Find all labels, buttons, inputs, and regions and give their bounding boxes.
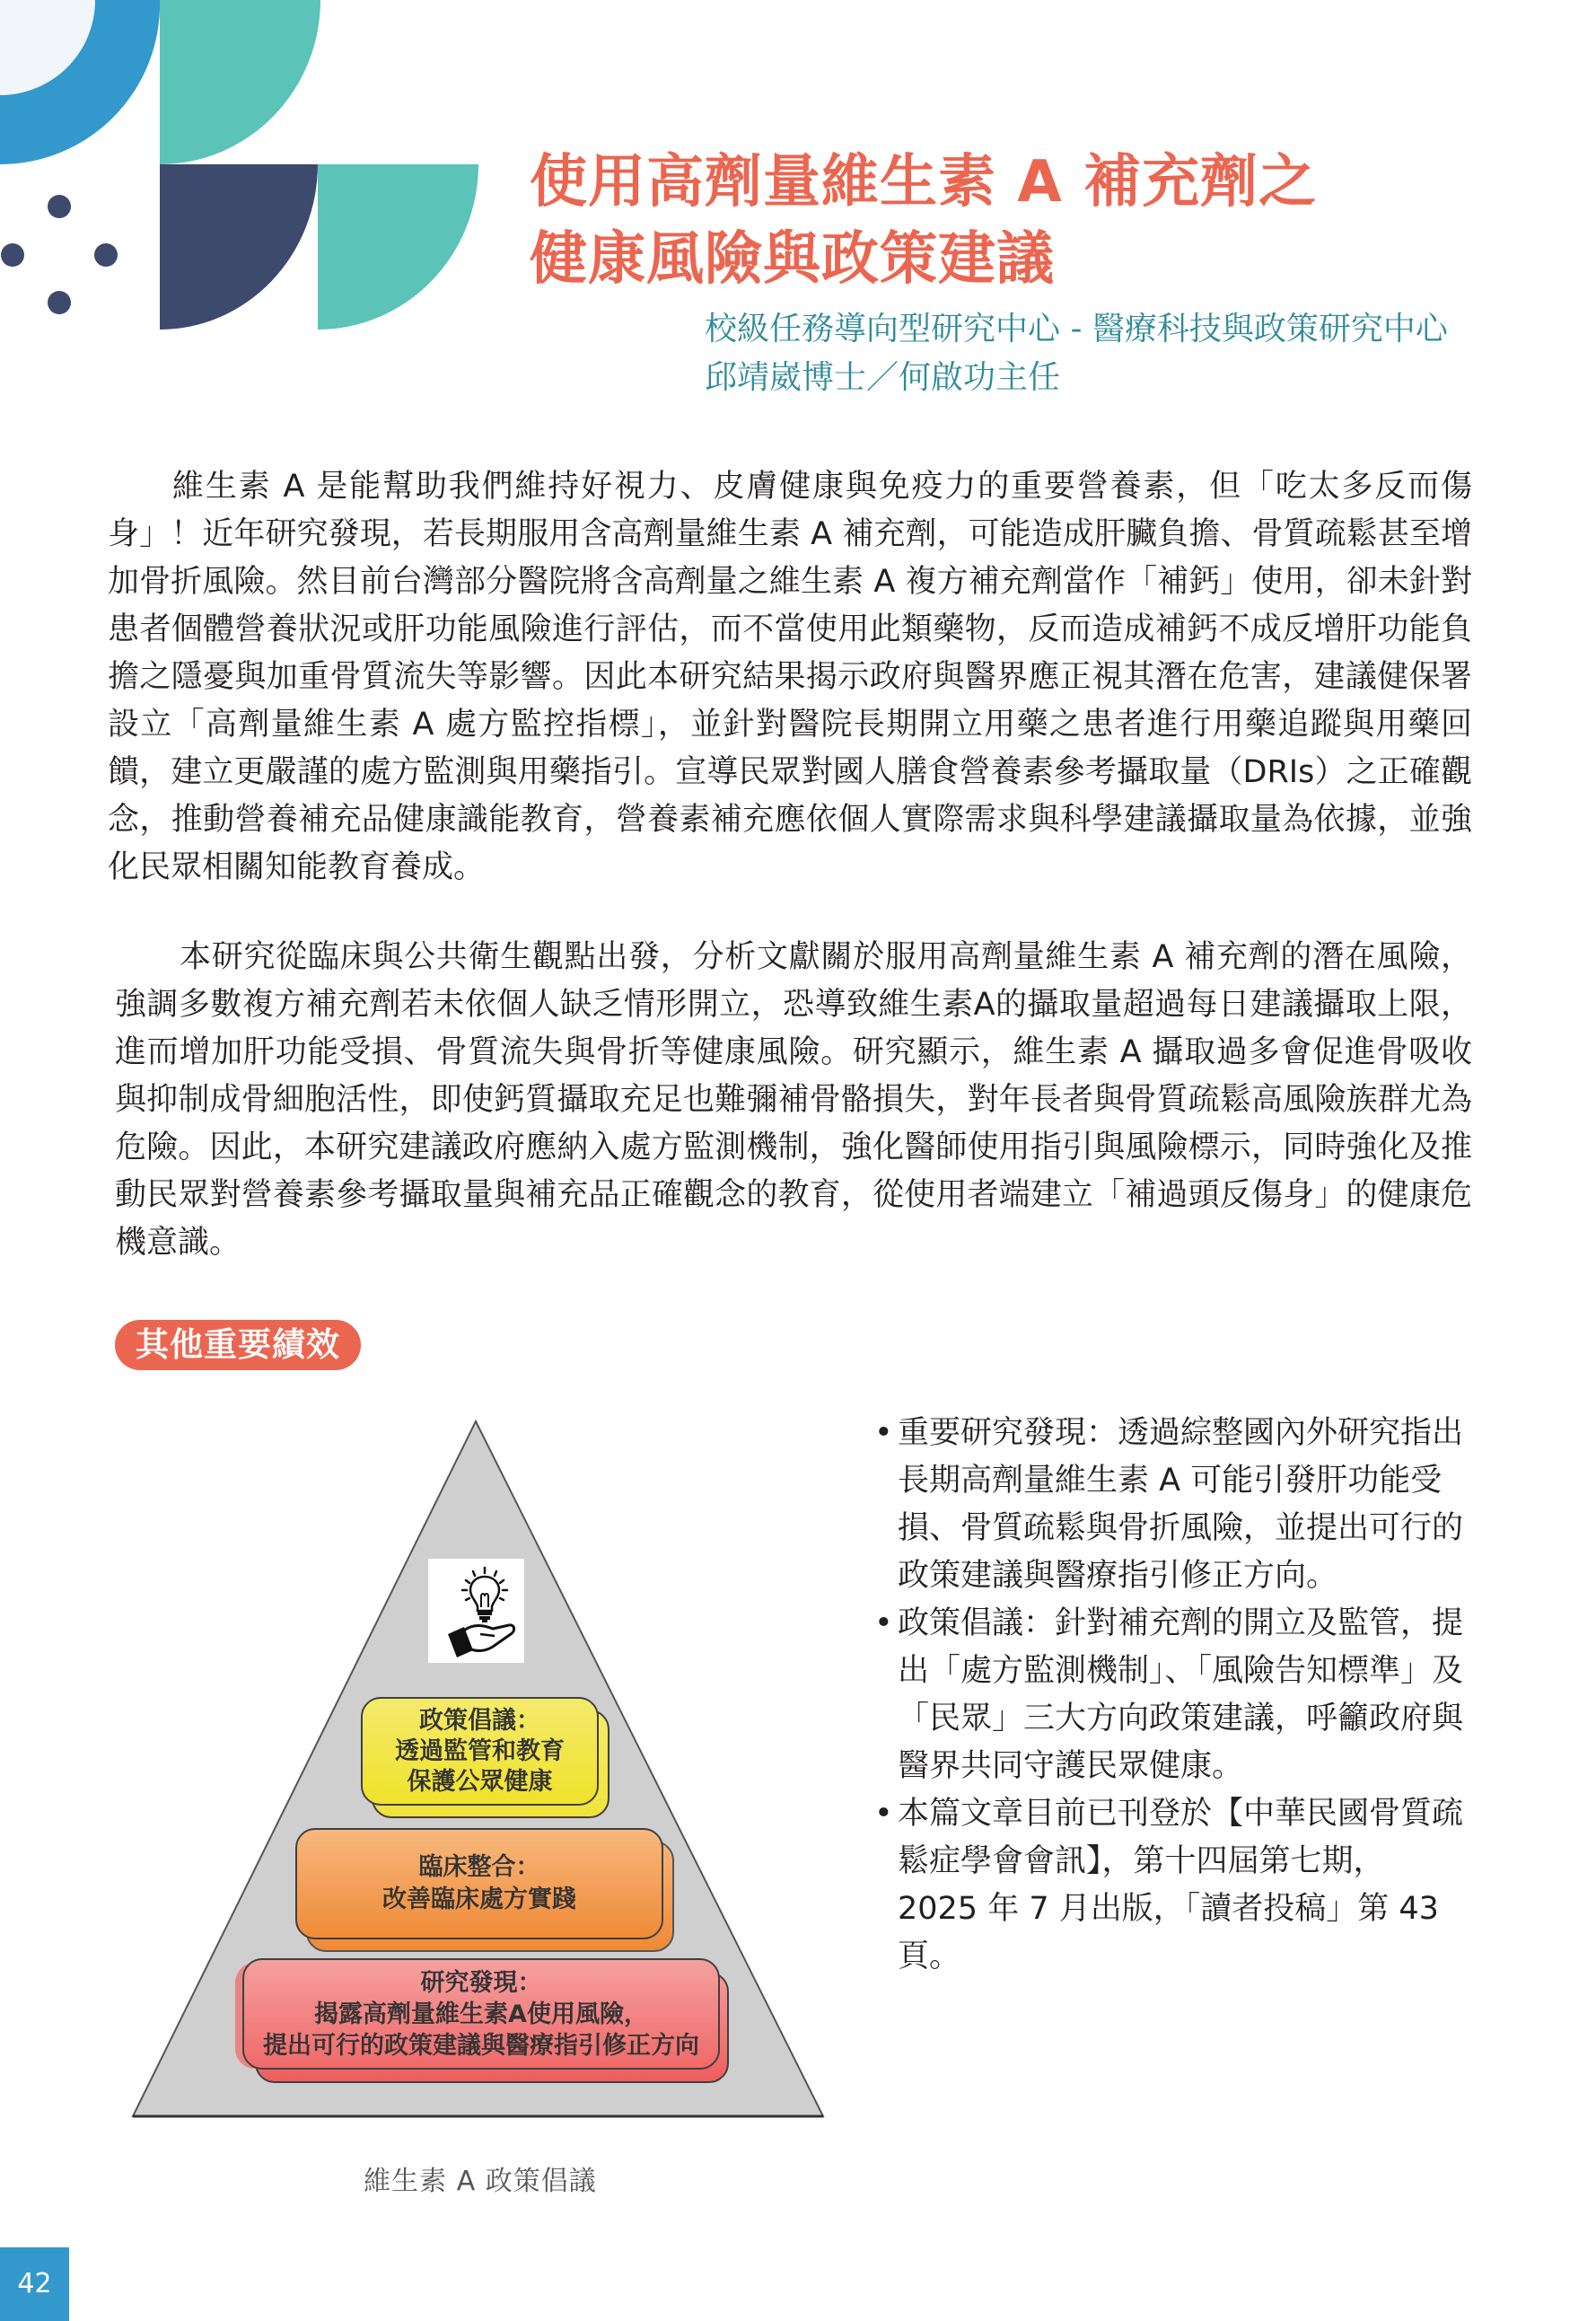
research-line-1: 研究發現：	[420, 1968, 542, 1997]
list-item	[871, 1600, 1463, 1790]
policy-line-1: 政策倡議：	[419, 1706, 540, 1735]
title-line-1: 使用高劑量維生素 A 補充劑之	[530, 149, 1318, 215]
list-item	[871, 1790, 1463, 1981]
page-number: 42	[0, 2247, 69, 2321]
title-line-2: 健康風險與政策建議	[530, 226, 1055, 293]
authors-line: 邱靖崴博士／何啟功主任	[705, 359, 1061, 396]
bullet-icon: •	[874, 1415, 893, 1451]
list-item	[871, 1410, 1463, 1600]
pyramid-level-research	[242, 1958, 720, 2070]
section-badge: 其他重要績效	[115, 1320, 361, 1370]
clinical-line-2: 改善臨床處方實踐	[382, 1886, 576, 1913]
affiliation-line: 校級任務導向型研究中心 - 醫療科技與政策研究中心	[705, 311, 1448, 347]
body-paragraph-1: 維生素 A 是能幫助我們維持好視力、皮膚健康與免疫力的重要營養素，但「吃太多反而傷身」！近年研究發現，若長期服用含高劑量維生素 A 補充劑，可能造成肝臟負擔、骨質疏鬆甚至增加骨折風險。然目前台灣部分醫院將含高劑量之維生素 A 複方補充劑當作「補鈣」使用，卻未針對患者個體營養狀況或肝功能風險進行評估，而不當使用此類藥物，反而造成補鈣不成反增肝功能負擔之隱憂與加重骨質流失等影響。因此本研究結果揭示政府與醫界應正視其潛在危害，建議健保署設立「高劑量維生素 A 處方監控指標」，並針對醫院長期開立用藥之患者進行用藥追蹤與用藥回饋，建立更嚴謹的處方監測與用藥指引。宣導民眾對國人膳食營養素參考攝取量（DRIs）之正確觀念，推動營養補充品健康識能教育，營養素補充應依個人實際需求與科學建議攝取量為依據，並強化民眾相關知能教育養成。	[108, 469, 1472, 885]
list-item-text: 本篇文章目前已刊登於【中華民國骨質疏鬆症學會會訊】，第十四屆第七期，2025 年 7 月出版，「讀者投稿」第 43 頁。	[898, 1796, 1464, 1974]
clinical-line-1: 臨床整合：	[418, 1853, 540, 1881]
policy-line-3: 保護公眾健康	[407, 1767, 553, 1796]
research-line-3: 提出可行的政策建議與醫療指引修正方向	[263, 2031, 699, 2060]
bullet-icon: •	[874, 1796, 893, 1832]
list-item-text: 重要研究發現：透過綜整國內外研究指出長期高劑量維生素 A 可能引發肝功能受損、骨質疏鬆與骨折風險，並提出可行的政策建議與醫療指引修正方向。	[898, 1415, 1464, 1594]
figure-caption: 維生素 A 政策倡議	[364, 2166, 597, 2197]
body-paragraph-2: 本研究從臨床與公共衛生觀點出發，分析文獻關於服用高劑量維生素 A 補充劑的潛在風險，強調多數複方補充劑若未依個人缺乏情形開立，恐導致維生素A的攝取量超過每日建議攝取上限，進而增加肝功能受損、骨質流失與骨折等健康風險。研究顯示，維生素 A 攝取過多會促進骨吸收與抑制成骨細胞活性，即使鈣質攝取充足也難彌補骨骼損失，對年長者與骨質疏鬆高風險族群尤為危險。因此，本研究建議政府應納入處方監測機制，強化醫師使用指引與風險標示，同時強化及推動民眾對營養素參考攝取量與補充品正確觀念的教育，從使用者端建立「補過頭反傷身」的健康危機意識。	[115, 939, 1472, 1261]
bullet-icon: •	[874, 1605, 893, 1641]
highlights-list	[871, 1410, 1463, 1981]
lightbulb-hand-icon	[428, 1559, 524, 1663]
list-item-text: 政策倡議：針對補充劑的開立及監管，提出「處方監測機制」、「風險告知標準」及「民眾」三大方向政策建議，呼籲政府與醫界共同守護民眾健康。	[898, 1605, 1464, 1784]
pyramid-level-policy	[361, 1697, 599, 1806]
pyramid-level-clinical	[295, 1828, 663, 1939]
research-line-2: 揭露高劑量維生素A使用風險，	[314, 2000, 648, 2028]
policy-line-2: 透過監管和教育	[395, 1736, 565, 1765]
